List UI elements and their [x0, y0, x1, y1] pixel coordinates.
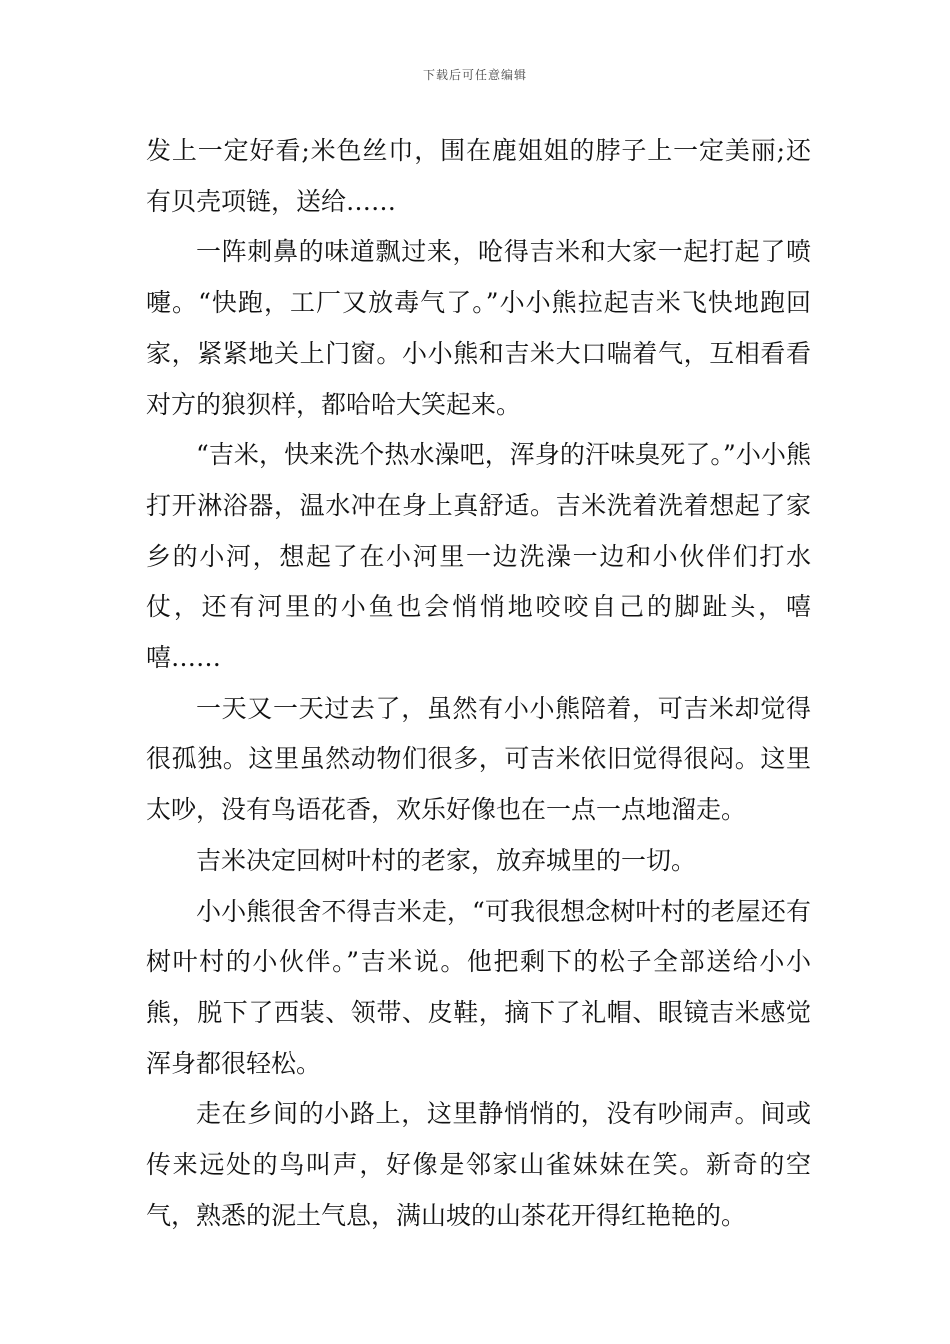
- paragraph-1: 发上一定好看;米色丝巾，围在鹿姐姐的脖子上一定美丽;还有贝壳项链，送给……: [146, 136, 811, 216]
- paragraph-2: 一阵刺鼻的味道飘过来，呛得吉米和大家一起打起了喷嚏。“快跑，工厂又放毒气了。”小小熊拉起吉米飞快地跑回家，紧紧地关上门窗。小小熊和吉米大口喘着气，互相看看对方的狼狈样，都哈哈大笑起来。: [146, 237, 811, 419]
- paragraph-6: 小小熊很舍不得吉米走，“可我很想念树叶村的老屋还有树叶村的小伙伴。”吉米说。他把剩下的松子全部送给小小熊，脱下了西装、领带、皮鞋，摘下了礼帽、眼镜吉米感觉浑身都很轻松。: [146, 896, 811, 1078]
- paragraph-7: 走在乡间的小路上，这里静悄悄的，没有吵闹声。间或传来远处的鸟叫声，好像是邻家山雀妹妹在笑。新奇的空气，熟悉的泥土气息，满山坡的山茶花开得红艳艳的。: [146, 1099, 811, 1230]
- paragraph-4: 一天又一天过去了，虽然有小小熊陪着，可吉米却觉得很孤独。这里虽然动物们很多，可吉米依旧觉得很闷。这里太吵，没有鸟语花香，欢乐好像也在一点一点地溜走。: [146, 693, 811, 825]
- paragraph-5: 吉米决定回树叶村的老家，放弃城里的一切。: [196, 845, 697, 875]
- story-body: [146, 126, 811, 1241]
- page-header-note: 下载后可任意编辑: [422, 68, 527, 82]
- paragraph-3: “吉米，快来洗个热水澡吧，浑身的汗味臭死了。”小小熊打开淋浴器，温水冲在身上真舒适。吉米洗着洗着想起了家乡的小河，想起了在小河里一边洗澡一边和小伙伴们打水仗，还有河里的小鱼也会悄悄地咬咬自己的脚趾头，嘻嘻……: [146, 440, 811, 673]
